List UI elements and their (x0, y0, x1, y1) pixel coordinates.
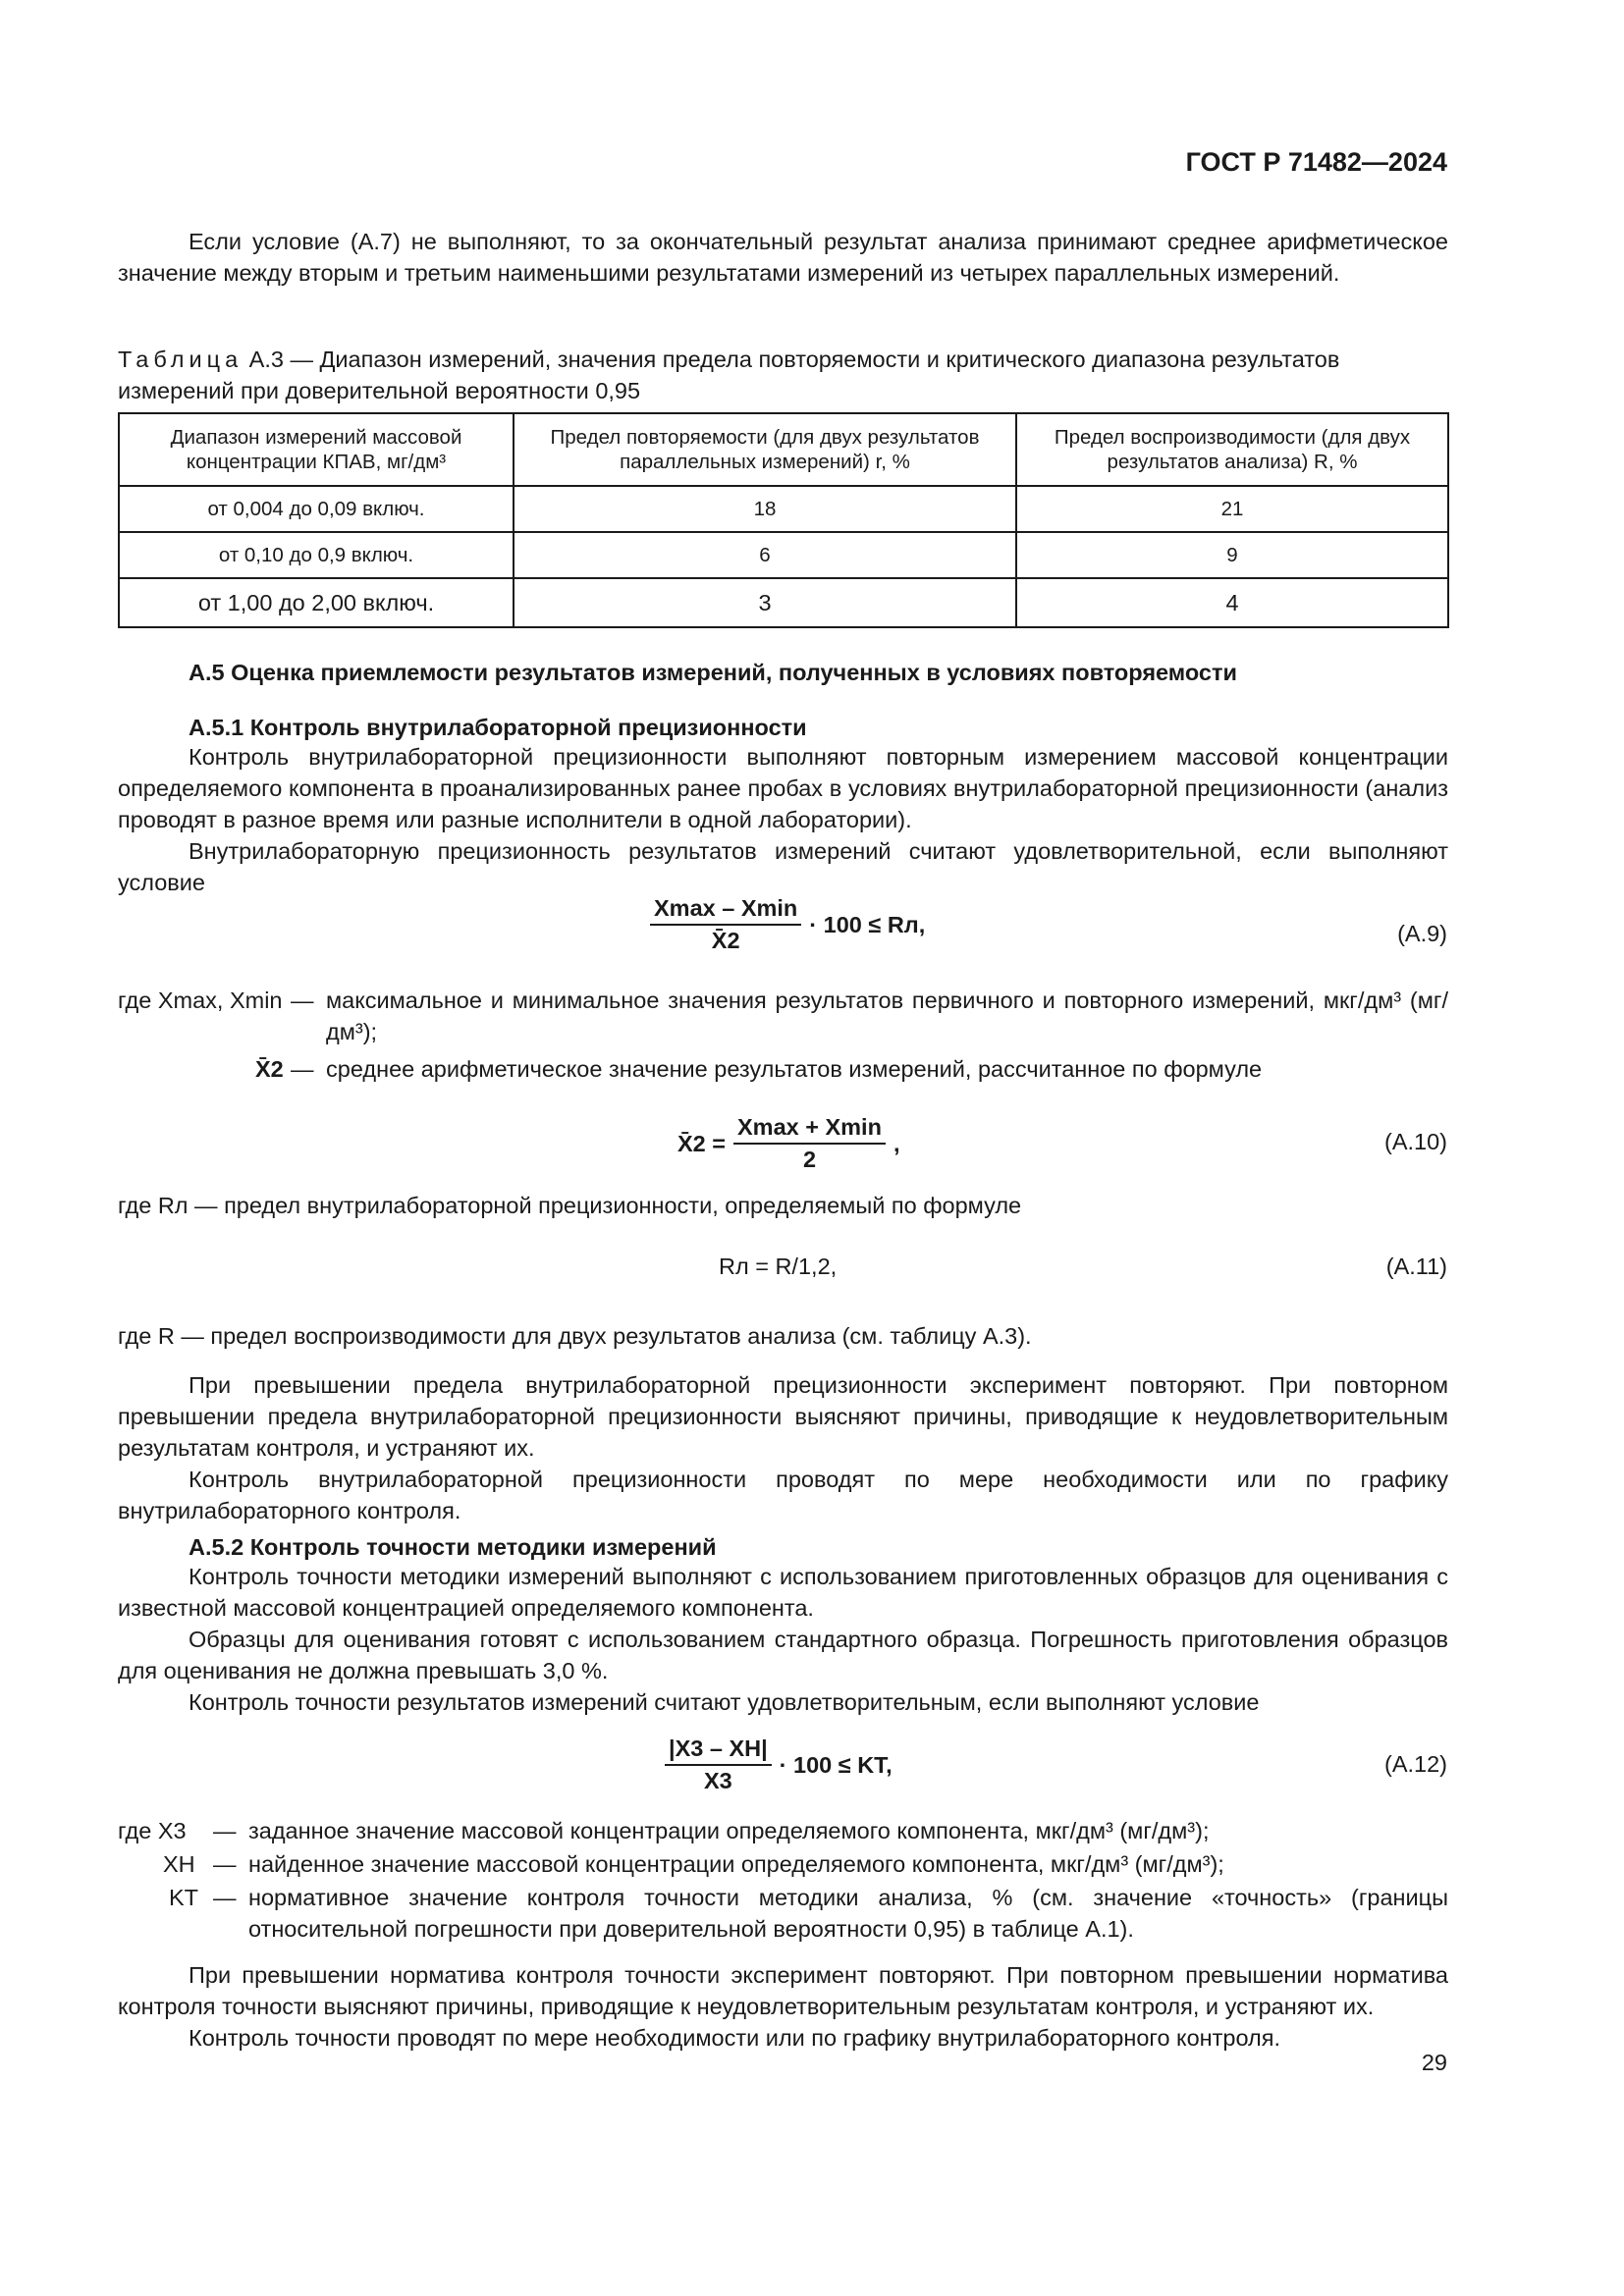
definition-text: среднее арифметическое значение результатов измерений, рассчитанное по формуле (326, 1056, 1263, 1082)
page-number: 29 (1421, 2050, 1447, 2075)
section-a51-paragraph: При превышении предела внутрилабораторной прецизионности эксперимент повторяют. При повторном превышении предела внутрилабораторной прецизионности выясняют причины, приводящие к неудовлетворительным результатам контроля, и устраняют их. (118, 1372, 1448, 1461)
section-a51-paragraph: Внутрилабораторную прецизионность результатов измерений считают удовлетворительной, если выполняют условие (118, 838, 1448, 895)
table-cell: 18 (514, 486, 1016, 532)
equation-a9 (650, 895, 925, 954)
definition-xn (118, 1848, 1448, 1882)
table-header-cell: Диапазон измерений массовой концентрации КПАВ, мг/дм³ (119, 413, 514, 486)
equation-numerator: Xmax – Xmin (650, 895, 801, 926)
definition-text: максимальное и минимальное значения результатов первичного и повторного измерений, мкг/дм³ (мг/дм³); (326, 988, 1448, 1044)
table-header-cell: Предел повторяемости (для двух результатов параллельных измерений) r, % (514, 413, 1016, 486)
section-a52-paragraph: Контроль точности методики измерений выполняют с использованием приготовленных образцов для оценивания с известной массовой концентрацией определяемого компонента. (118, 1564, 1448, 1621)
definition-r: где R — предел воспроизводимости для двух результатов анализа (см. таблицу А.3). (118, 1323, 1032, 1349)
definition-dash: — (291, 988, 314, 1013)
definition-dash: — (213, 1885, 237, 1910)
section-a52-paragraph: Контроль точности проводят по мере необходимости или по графику внутрилабораторного контроля. (189, 2025, 1280, 2051)
equation-rest: , (893, 1130, 900, 1156)
equation-fraction (733, 1114, 886, 1173)
table-caption-label: Таблица (118, 347, 244, 372)
equation-a11: Rл = R/1,2, (719, 1254, 838, 1279)
section-a52-paragraph: Образцы для оценивания готовят с использованием стандартного образца. Погрешность приготовления образцов для оценивания не должна превышать 3,0 %. (118, 1627, 1448, 1683)
definition-text: нормативное значение контроля точности методики анализа, % (см. значение «точность» (границы относительной погрешности при доверительной вероятности 0,95) в таблице А.1). (248, 1885, 1448, 1942)
section-a52-paragraph: Контроль точности результатов измерений считают удовлетворительным, если выполняют условие (189, 1689, 1260, 1715)
intro-paragraph: Если условие (А.7) не выполняют, то за окончательный результат анализа принимают среднее арифметическое значение между вторым и третьим наименьшими результатами измерений из четырех параллельных измерений. (118, 229, 1448, 286)
definition-text: заданное значение массовой концентрации определяемого компонента, мкг/дм³ (мг/дм³); (248, 1818, 1210, 1843)
definition-text: найденное значение массовой концентрации определяемого компонента, мкг/дм³ (мг/дм³); (248, 1851, 1224, 1877)
table-caption (118, 344, 1448, 406)
table-cell: 6 (514, 532, 1016, 578)
equation-a12 (665, 1735, 893, 1794)
equation-fraction (665, 1735, 772, 1794)
equation-rest: · 100 ≤ Rл, (809, 911, 926, 937)
table-header-cell: Предел воспроизводимости (для двух результатов анализа) R, % (1016, 413, 1448, 486)
definition-term: где X3 (118, 1818, 187, 1843)
definition-term: XН (163, 1851, 195, 1877)
definition-term: KТ (169, 1885, 199, 1910)
definition-dash: — (291, 1056, 314, 1082)
table-cell: от 1,00 до 2,00 включ. (119, 578, 514, 627)
table-row (119, 486, 1448, 532)
equation-number: (А.11) (1385, 1254, 1447, 1279)
standard-code: ГОСТ Р 71482—2024 (1185, 147, 1447, 177)
table-cell: от 0,004 до 0,09 включ. (119, 486, 514, 532)
definition-rl: где Rл — предел внутрилабораторной прецизионности, определяемый по формуле (118, 1193, 1022, 1218)
definition-term: X̄2 (255, 1056, 284, 1082)
definition-x3 (118, 1815, 1448, 1848)
definition-kt (118, 1882, 1448, 1947)
table-header-row (119, 413, 1448, 486)
definition-dash: — (213, 1818, 237, 1843)
section-a5-heading: А.5 Оценка приемлемости результатов измерений, полученных в условиях повторяемости (189, 660, 1237, 685)
section-a51-paragraph: Контроль внутрилабораторной прецизионности проводят по мере необходимости или по графику внутрилабораторного контроля. (118, 1467, 1448, 1523)
equation-rest: · 100 ≤ KТ, (779, 1751, 893, 1778)
equation-fraction (650, 895, 801, 954)
table-caption-text: А.3 — Диапазон измерений, значения предела повторяемости и критического диапазона результатов измерений при доверительной вероятности 0,95 (118, 347, 1340, 403)
definition-x2 (118, 1053, 1448, 1089)
equation-denominator: X3 (703, 1768, 732, 1793)
equation-number: (А.12) (1384, 1751, 1447, 1777)
equation-lhs: X̄2 = (677, 1130, 726, 1156)
section-a51-heading: А.5.1 Контроль внутрилабораторной прецизионности (189, 715, 807, 740)
section-a51-paragraph: Контроль внутрилабораторной прецизионности выполняют повторным измерением массовой концентрации определяемого компонента в проанализированных ранее пробах в условиях внутрилабораторной прецизионности (анализ проводят в разное время или разные исполнители в одной лаборатории). (118, 744, 1448, 832)
definition-term: где Xmax, Xmin (118, 988, 283, 1013)
range-table (118, 412, 1449, 628)
equation-denominator: 2 (802, 1147, 817, 1172)
equation-numerator: |X3 – XН| (665, 1735, 772, 1766)
table-cell: 3 (514, 578, 1016, 627)
equation-denominator: X̄2 (711, 928, 740, 953)
table-row (119, 578, 1448, 627)
definition-xmax-xmin (118, 985, 1448, 1053)
definition-dash: — (213, 1851, 237, 1877)
equation-a10 (677, 1114, 899, 1173)
table-cell: 21 (1016, 486, 1448, 532)
section-a52-paragraph: При превышении норматива контроля точности эксперимент повторяют. При повторном превышении норматива контроля точности выясняют причины, приводящие к неудовлетворительным результатам контроля, и устраняют их. (118, 1962, 1448, 2019)
table-cell: 4 (1016, 578, 1448, 627)
equation-number: (А.10) (1384, 1129, 1447, 1154)
table-cell: 9 (1016, 532, 1448, 578)
section-a52-heading: А.5.2 Контроль точности методики измерений (189, 1534, 717, 1560)
table-cell: от 0,10 до 0,9 включ. (119, 532, 514, 578)
equation-number: (А.9) (1397, 921, 1447, 946)
equation-numerator: Xmax + Xmin (733, 1114, 886, 1145)
table-row (119, 532, 1448, 578)
